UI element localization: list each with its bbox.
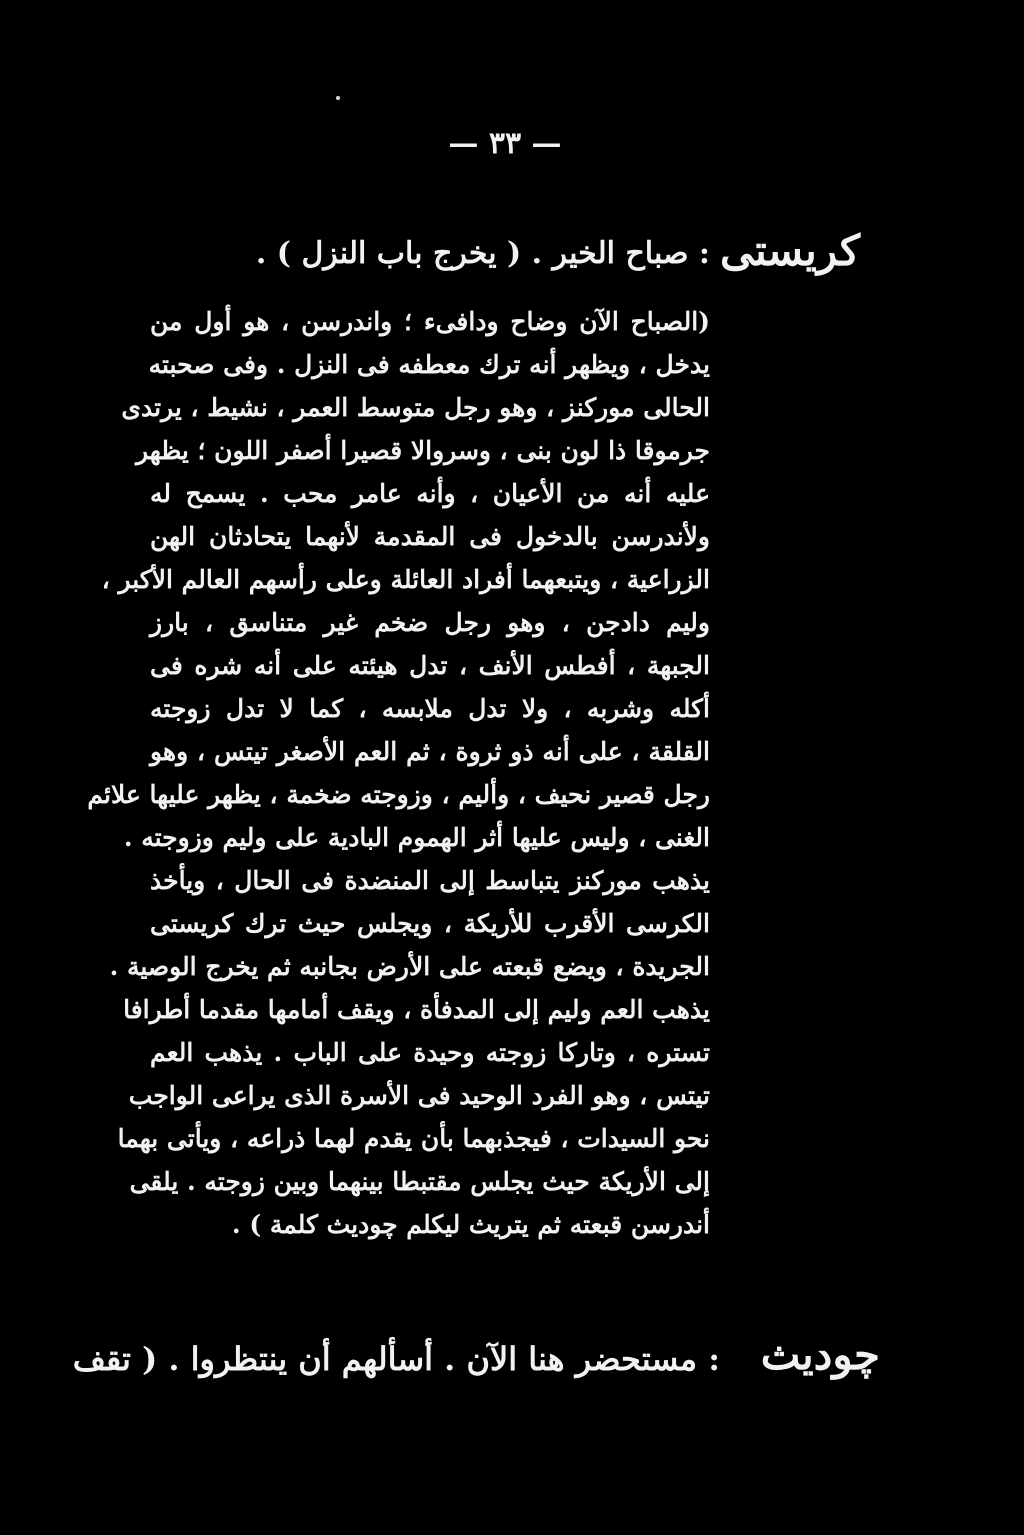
paragraph-line: الكرسى الأقرب للأريكة ، ويجلس حيث ترك كريستى	[150, 909, 710, 938]
paragraph-line: وليم دادجن ، وهو رجل ضخم غير متناسق ، بارز	[150, 608, 710, 637]
paragraph-line: رجل قصير نحيف ، وأليم ، وزوجته ضخمة ، يظهر عليها علائم	[87, 780, 710, 809]
paragraph-line: يدخل ، ويظهر أنه ترك معطفه فى النزل . وفى صحبته	[148, 350, 710, 379]
paragraph-line: الغنى ، وليس عليها أثر الهموم البادية على وليم وزوجته .	[123, 823, 710, 852]
paragraph-line: الجريدة ، ويضع قبعته على الأرض بجانبه ثم يخرج الوصية .	[109, 952, 710, 981]
paragraph-line: أكله وشربه ، ولا تدل ملابسه ، كما لا تدل زوجته	[150, 694, 710, 723]
paragraph-line: القلقة ، على أنه ذو ثروة ، ثم العم الأصغر تيتس ، وهو	[150, 737, 710, 766]
paragraph-line: جرموقا ذا لون بنى ، وسروالا قصيرا أصفر اللون ؛ يظهر	[136, 436, 710, 465]
speaker-name: چوديث	[760, 1330, 880, 1379]
paragraph-line: الحالى موركنز ، وهو رجل متوسط العمر ، نشيط ، يرتدى	[121, 393, 710, 422]
paragraph-line: أندرسن قبعته ثم يتريث ليكلم چودیث كلمة ) .	[231, 1210, 710, 1239]
paragraph-line: إلى الأريكة حيث يجلس مقتبطا بينهما وبين زوجته . يلقى	[129, 1167, 710, 1196]
dialogue-line	[72, 1330, 880, 1400]
stage-description-paragraph	[87, 300, 710, 1246]
paragraph-line: ولأندرسن بالدخول فى المقدمة لأنهما يتحادثان الهن	[150, 522, 710, 551]
page-number: — ٣٣ —	[448, 126, 562, 161]
stage-direction-line	[150, 226, 860, 286]
paragraph-line: تيتس ، وهو الفرد الوحيد فى الأسرة الذى يراعى الواجب	[128, 1081, 710, 1110]
paragraph-line: عليه أنه من الأعيان ، وأنه عامر محب . يسمح له	[150, 479, 710, 508]
paragraph-line: يذهب العم وليم إلى المدفأة ، ويقف أمامها مقدما أطرافا	[123, 995, 710, 1024]
stage-direction-text: : صباح الخير . ( يخرج باب النزل ) .	[255, 236, 710, 271]
speaker-name: كريستى	[719, 226, 860, 275]
paragraph-line: الجبهة ، أفطس الأنف ، تدل هيئته على أنه شره فى	[150, 651, 710, 680]
paragraph-line: نحو السيدات ، فيجذبهما بأن يقدم لهما ذراعه ، ويأتى بهما	[117, 1124, 710, 1153]
paragraph-line: يذهب موركنز يتباسط إلى المنضدة فى الحال ، ويأخذ	[150, 866, 710, 895]
ink-speck	[336, 96, 340, 100]
paragraph-line: الزراعية ، ويتبعهما أفراد العائلة وعلى رأسهم العالم الأكبر ،	[101, 565, 710, 594]
paragraph-line: (الصباح الآن وضاح ودافىء ؛ واندرسن ، هو أول من	[150, 307, 710, 336]
paragraph-line: تستره ، وتاركا زوجته وحيدة على الباب . يذهب العم	[150, 1038, 710, 1067]
dialogue-text: : مستحضر هنا الآن . أسألهم أن ينتظروا . ( تقف	[72, 1340, 720, 1378]
